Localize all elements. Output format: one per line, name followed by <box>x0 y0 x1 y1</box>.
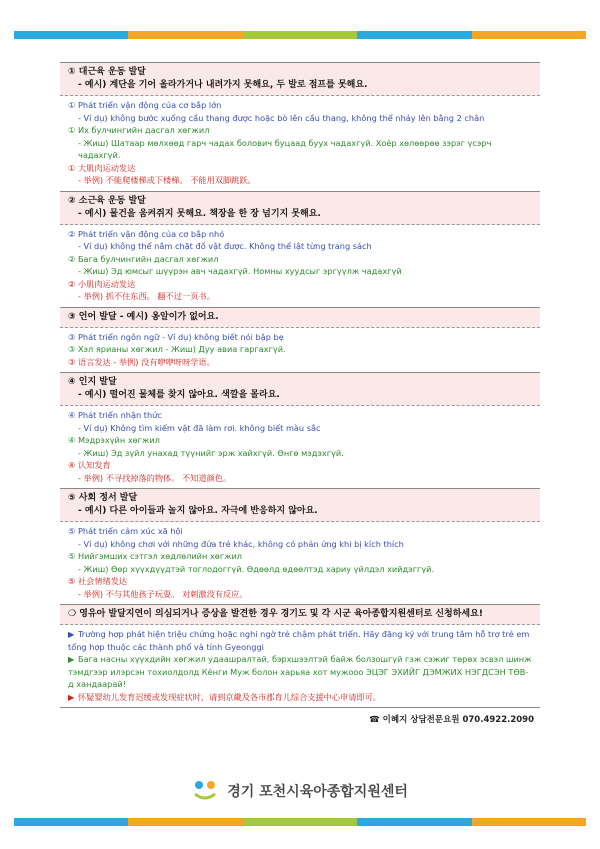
section-cognitive <box>60 372 540 488</box>
zh-text: - 举例) 不与其他孩子玩耍。 对刺激没有反应。 <box>78 588 248 599</box>
section-body <box>60 522 540 604</box>
vi-title: ⑤ Phát triển cảm xúc xã hội <box>68 526 183 536</box>
mn-title: ⑤ Нийгэмших сэтгэл хөдлөлийн хөгжил <box>68 551 243 561</box>
bottom-color-bar <box>14 818 586 826</box>
section-example: - 예시) 떨어진 물체를 찾지 않아요. 색깔을 몰라요. <box>78 390 280 400</box>
vi-title: ① Phát triển vận động của cơ bắp lớn <box>68 100 222 110</box>
notice-body <box>60 625 540 708</box>
section-gross-motor <box>60 62 540 191</box>
footer <box>0 778 600 804</box>
triangle-bullet-icon: ▶ <box>68 629 75 639</box>
vi-text: - Ví dụ) không chơi với những đứa trẻ khác, không có phản ứng khi bị kích thích <box>78 538 404 549</box>
section-language <box>60 307 540 373</box>
zh-title: ④ 认知发育 <box>68 460 111 470</box>
mn-text: - Жиш) Эд зүйл унахад түүнийг эрж хайхгүй. Өнгө мэдэхгүй. <box>78 447 344 458</box>
mn-text: - Жиш) Өөр хүүхдүүдтэй тоглодоггүй. Өдөөлд өдөөлтэд хариу үйлдэл хийдэггүй. <box>78 563 435 574</box>
triangle-bullet-icon: ▶ <box>68 691 75 702</box>
zh-title: ③ 语言发达 - 举例) 没有咿咿呀呀学语。 <box>68 356 215 367</box>
notice-mn: ▶ Бага насны хүүхдийн хөгжил удаашралтай, бэрхшээлтэй байж болзошгүй гэж сэжиг төрөх эсвэл шинж тэмдгээр илэрсэн тохиолдолд Кёнги Муж болон харьяа хот мужооо ЭЦЭГ ЭХИЙГ ДЭМЖИХ НЭГДСЭН ТӨВ-д хандаарай! <box>68 654 532 689</box>
zh-text: - 举例) 抓不住东西。 翻不过一页书。 <box>78 291 215 301</box>
section-title: ② 소근육 운동 발달 <box>68 195 146 206</box>
section-fine-motor <box>60 191 540 307</box>
zh-text: - 举例) 不能爬楼梯或下楼梯。 不能用双脚跳跃。 <box>78 175 256 185</box>
main-content <box>60 62 540 725</box>
section-example: - 예시) 물건을 움켜쥐지 못해요. 책장을 한 장 넘기지 못해요. <box>78 208 321 219</box>
section-body <box>60 328 540 373</box>
section-title: ① 대근육 운동 발달 <box>68 67 146 77</box>
vi-text: - Ví dụ) Không tìm kiếm vật đã làm rơi. không biết màu sắc <box>78 422 321 433</box>
section-social-emotional <box>60 488 540 604</box>
mn-title: ② Бага булчингийн дасгал хөгжил <box>68 253 219 264</box>
section-body <box>60 96 540 191</box>
triangle-bullet-icon: ▶ <box>68 654 75 664</box>
vi-text: - Ví dụ) không bước xuống cầu thang được hoặc bò lên cầu thang, không thể nhảy lên bằng 2 chân <box>78 112 485 123</box>
zh-title: ② 小肌肉运动发达 <box>68 278 136 289</box>
vi-text: - Ví dụ) không thể nắm chặt đồ vật được. Không thể lật từng trang sách <box>78 241 372 251</box>
notice-vi: ▶ Trường hợp phát hiện triệu chứng hoặc nghi ngờ trẻ chậm phát triển. Hãy đăng ký với trung tâm hỗ trợ trẻ em tổng hợp thuộc các thành phố và tỉnh Gyeonggi <box>68 629 530 652</box>
org-name: 경기 포천시육아종합지원센터 <box>227 784 408 800</box>
top-color-bar <box>14 31 586 39</box>
contact-line: ☎ 이혜지 상담전문요원 070.4922.2090 <box>369 715 534 725</box>
section-header <box>60 372 540 406</box>
zh-title: ⑤ 社会情绪发达 <box>68 576 128 586</box>
section-example: - 예시) 다른 아이들과 놀지 않아요. 자극에 반응하지 않아요. <box>78 506 318 516</box>
mn-title: ① Их булчингийн дасгал хөгжил <box>68 125 210 135</box>
zh-text: - 举例) 不寻找掉落的物体。 不知道颜色。 <box>78 472 232 483</box>
section-title: ③ 언어 발달 - 예시) 옹알이가 없어요. <box>68 311 219 322</box>
org-logo-icon <box>192 778 218 804</box>
section-header <box>60 191 540 225</box>
mn-title: ④ Мэдрэхүйн хөгжил <box>68 435 160 445</box>
mn-text: - Жиш) Эд юмсыг шүүрэн авч чадахгүй. Номны хуудсыг эргүүлж чадахгүй <box>78 266 402 276</box>
section-title: ⑤ 사회 정서 발달 <box>68 493 138 503</box>
vi-title: ② Phát triển vận động của cơ bắp nhỏ <box>68 228 225 239</box>
notice-zh: ▶ 怀疑婴幼儿发育迟缓或发现症状时，请到京畿及各市郡育儿综合支援中心申请即可。 <box>68 691 381 702</box>
mn-text: - Жиш) Шатаар мөлхөөд гарч чадах болович буцаад буух чадахгүй. Хоёр хөлөөрөө зэрэг үсэрч чадахгүй. <box>78 137 492 160</box>
mn-title: ③ Хэл ярианы хөгжил - Жиш) Дуу авиа гаргахгүй. <box>68 344 286 354</box>
section-header <box>60 62 540 96</box>
notice-section <box>60 604 540 708</box>
section-header <box>60 488 540 522</box>
section-example: - 예시) 계단을 기어 올라가거나 내려가지 못해요, 두 발로 점프를 못해요. <box>78 80 368 90</box>
section-title: ④ 인지 발달 <box>68 377 117 387</box>
zh-title: ① 大肌肉运动发达 <box>68 162 136 173</box>
vi-title: ③ Phát triển ngôn ngữ - Ví dụ) không biết nói bập bẹ <box>68 331 284 342</box>
notice-title: ❍ 영유아 발달지연이 의심되거나 증상을 발견한 경우 경기도 및 각 시군 육아종합지원센터로 신청하세요! <box>60 604 540 625</box>
section-body <box>60 225 540 307</box>
vi-title: ④ Phát triển nhận thức <box>68 410 162 420</box>
section-header <box>60 307 540 328</box>
section-body <box>60 406 540 488</box>
